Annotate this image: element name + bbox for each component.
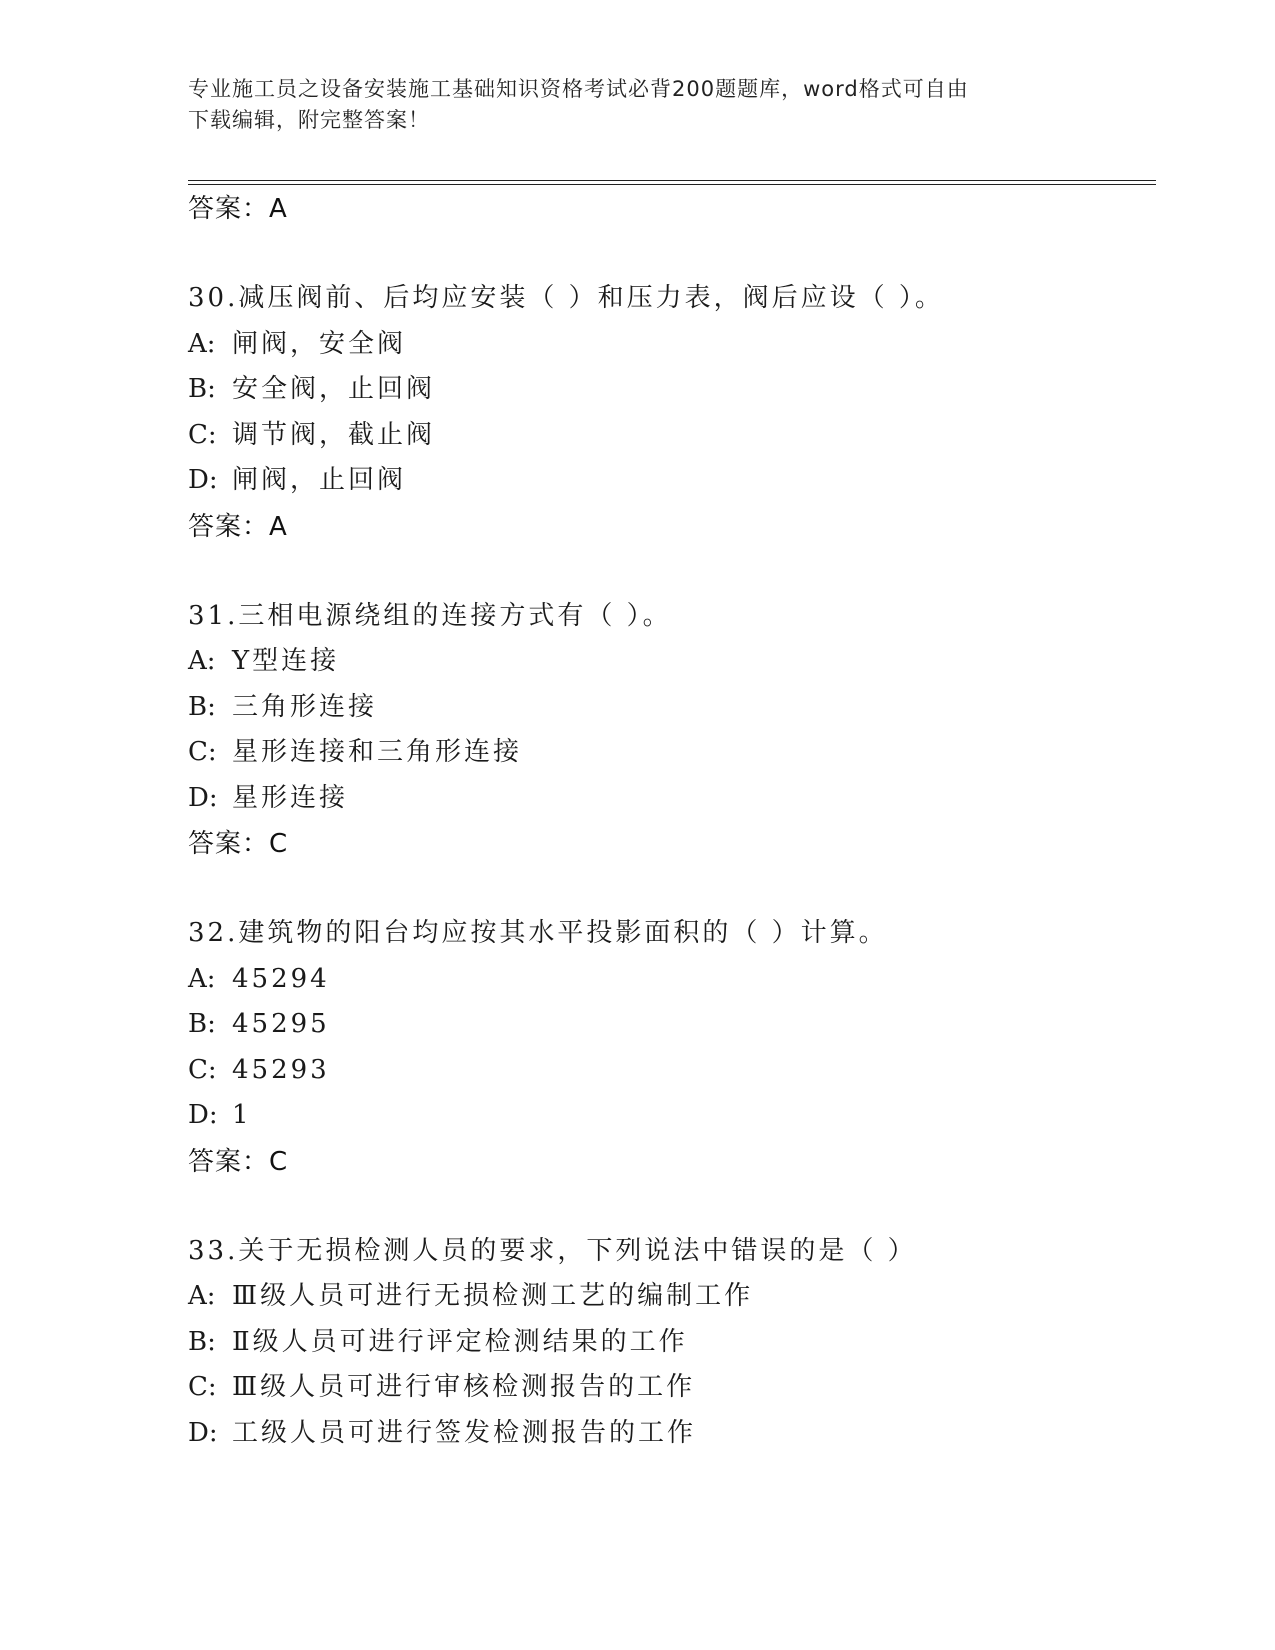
option-b [188,1002,1148,1048]
document-header [188,74,1068,136]
option-c [188,730,1148,776]
option-letter: C: [188,1372,217,1402]
option-c [188,1365,1148,1411]
header-line-2: 下载编辑，附完整答案！ [188,108,430,132]
option-text: 1 [232,1100,252,1130]
option-text: 安全阀，止回阀 [232,374,436,404]
option-text: 工级人员可进行签发检测报告的工作 [232,1417,697,1448]
option-letter: A: [188,1281,216,1311]
option-letter: C: [188,1054,217,1085]
option-b [188,685,1148,731]
option-letter: C: [188,737,217,767]
question-text: 31.三相电源绕组的连接方式有（ ）。 [188,600,672,631]
option-letter: B: [188,1009,216,1039]
option-d [188,776,1148,822]
option-letter: B: [188,374,216,404]
question-text: 30.减压阀前、后均应安装（ ）和压力表，阀后应设（ ）。 [188,283,944,313]
option-text: Y型连接 [232,646,340,676]
option-letter: A: [188,328,216,359]
option-letter: D: [188,1417,218,1448]
option-a [188,639,1148,685]
option-letter: B: [188,1326,216,1357]
option-letter: B: [188,691,216,722]
question-text: 32.建筑物的阳台均应按其水平投影面积的（ ）计算。 [188,918,888,948]
option-letter: C: [188,419,217,450]
question-33 [188,1229,1148,1457]
header-rule-top [188,180,1156,181]
question-31 [188,594,1148,868]
question-text: 33.关于无损检测人员的要求，下列说法中错误的是（ ） [188,1235,917,1266]
option-letter: A: [188,646,216,676]
option-text: 闸阀，止回阀 [232,465,407,495]
option-a [188,957,1148,1003]
option-letter: D: [188,782,218,813]
option-d [188,1093,1148,1139]
option-text: 调节阀，截止阀 [232,419,436,450]
option-d [188,458,1148,504]
spacer [188,232,1148,276]
question-list [188,186,1148,1456]
option-a [188,322,1148,368]
option-c [188,1048,1148,1094]
spacer [188,550,1148,594]
previous-answer: 答案：A [188,194,288,224]
answer-line: 答案：C [188,829,289,859]
spacer [188,1185,1148,1229]
header-rule-bottom [188,184,1156,185]
option-text: 星形连接 [232,782,349,813]
option-text: 闸阀，安全阀 [232,328,407,359]
spacer [188,867,1148,911]
option-b [188,1320,1148,1366]
header-line-1: 专业施工员之设备安装施工基础知识资格考试必背200题题库，word格式可自由 [188,77,969,101]
answer-line: 答案：A [188,511,288,542]
option-letter: D: [188,465,218,495]
option-text: 45294 [232,963,330,994]
answer-line: 答案：C [188,1146,289,1177]
option-text: Ⅲ级人员可进行审核检测报告的工作 [232,1372,696,1402]
question-32 [188,911,1148,1185]
option-text: Ⅲ级人员可进行无损检测工艺的编制工作 [232,1281,754,1311]
option-letter: A: [188,963,216,994]
option-letter: D: [188,1100,218,1130]
option-text: 45295 [232,1009,330,1039]
option-text: 星形连接和三角形连接 [232,737,523,767]
option-b [188,367,1148,413]
option-d [188,1411,1148,1457]
option-a [188,1274,1148,1320]
question-30 [188,276,1148,550]
option-text: 三角形连接 [232,691,378,722]
option-text: Ⅱ级人员可进行评定检测结果的工作 [232,1326,688,1357]
option-text: 45293 [232,1054,330,1085]
option-c [188,413,1148,459]
